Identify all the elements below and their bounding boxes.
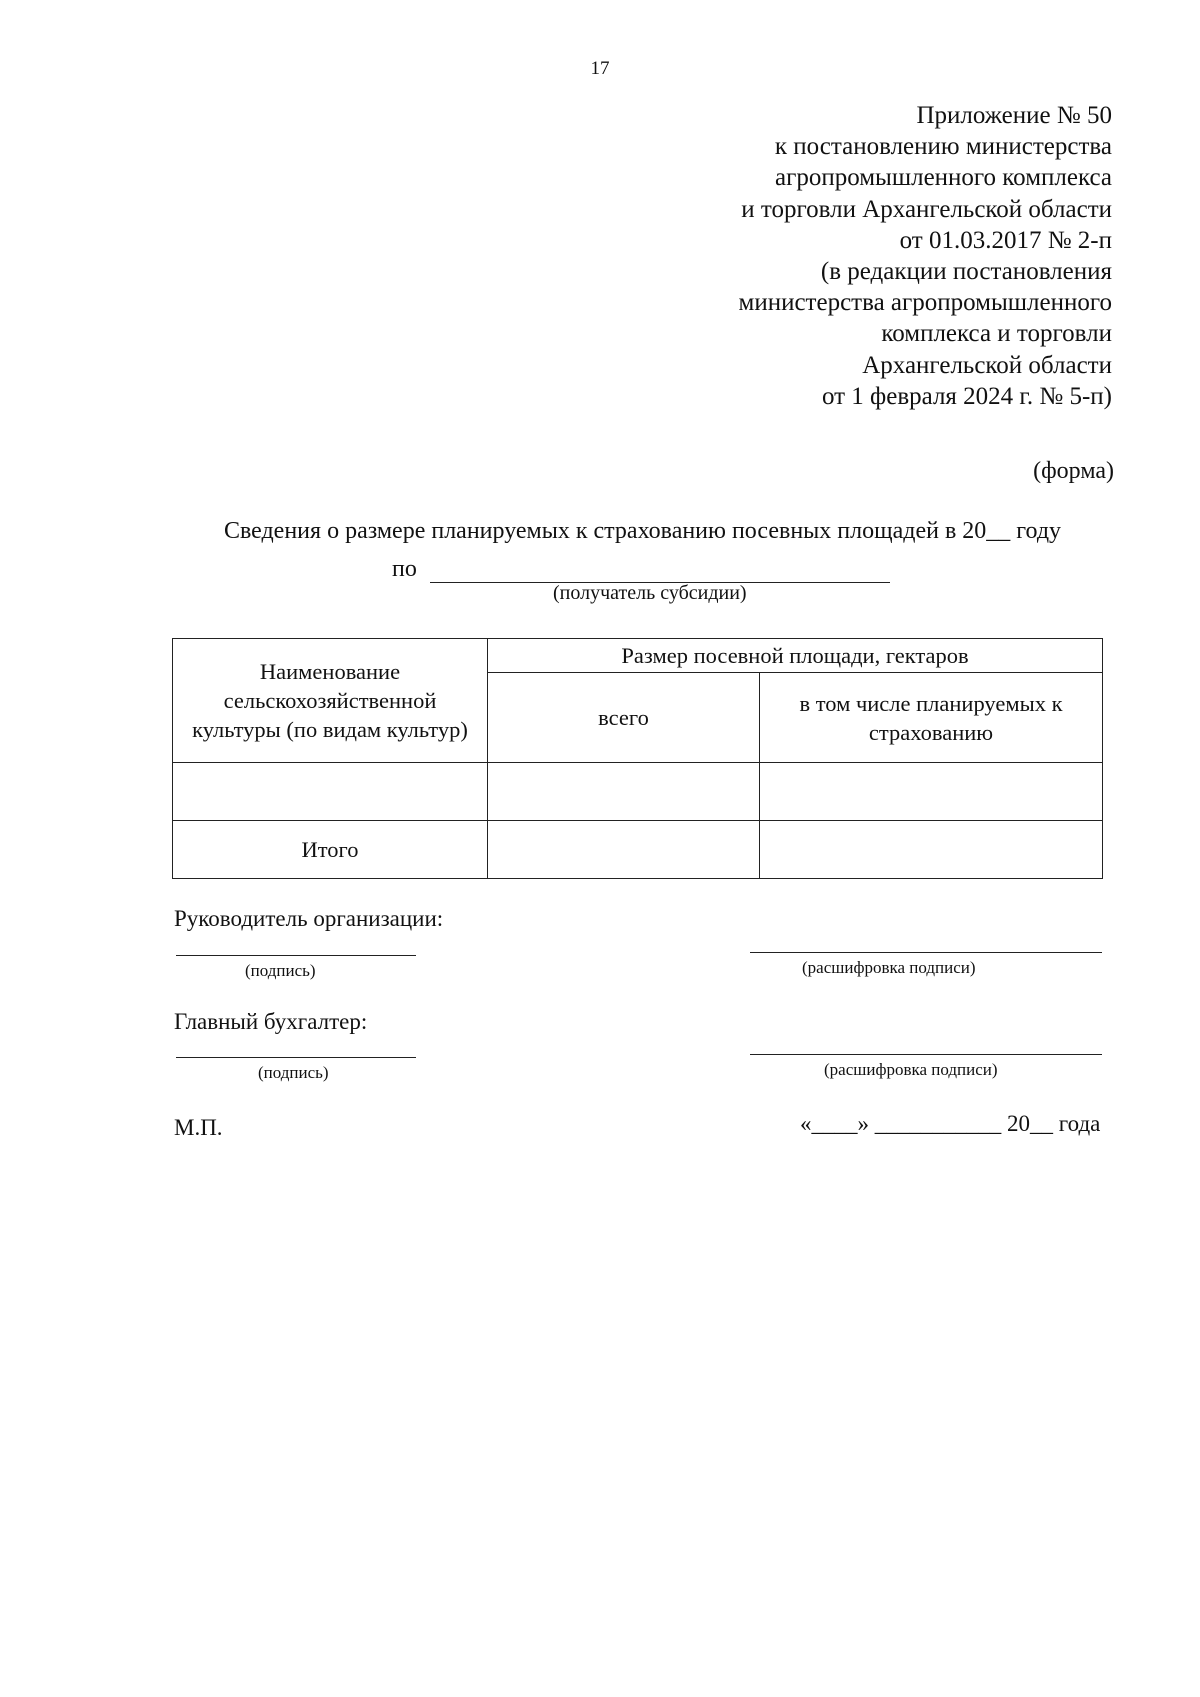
table-cell (760, 763, 1103, 821)
appendix-line: агропромышленного комплекса (774, 164, 1112, 192)
table-cell (760, 821, 1103, 879)
date-line: «____» ___________ 20__ года (800, 1111, 1101, 1136)
appendix-line: от 1 февраля 2024 г. № 5-п) (821, 382, 1112, 410)
appendix-line: (в редакции постановления (820, 258, 1112, 286)
table-cell (488, 821, 760, 879)
head-signature-caption: (подпись) (245, 961, 316, 980)
document-title: Сведения о размере планируемых к страхованию посевных площадей в 20__ году (223, 518, 1062, 544)
total-label: Итого (173, 821, 488, 879)
appendix-block (739, 100, 1113, 412)
accountant-signature-line (176, 1057, 416, 1058)
stamp-place: М.П. (174, 1115, 223, 1140)
accountant-signature-title: Главный бухгалтер: (174, 1009, 368, 1034)
header-total: всего (488, 673, 760, 763)
sown-area-table (172, 638, 1103, 879)
table-row-total (173, 821, 1103, 879)
recipient-prefix: по (392, 556, 417, 582)
accountant-decode-caption: (расшифровка подписи) (824, 1060, 998, 1079)
table-row (173, 763, 1103, 821)
header-insured: в том числе планируемых к страхованию (760, 673, 1103, 763)
appendix-line: министерства агропромышленного (738, 289, 1112, 317)
head-decode-line (750, 952, 1102, 953)
page-number: 17 (590, 58, 610, 79)
appendix-line: и торговли Архангельской области (741, 195, 1112, 223)
appendix-line: Архангельской области (862, 351, 1112, 379)
table-cell (488, 763, 760, 821)
form-label: (форма) (1033, 458, 1114, 484)
appendix-line: комплекса и торговли (881, 320, 1112, 348)
appendix-line: Приложение № 50 (916, 102, 1112, 129)
appendix-line: от 01.03.2017 № 2-п (899, 226, 1112, 254)
head-decode-caption: (расшифровка подписи) (802, 958, 976, 977)
head-signature-title: Руководитель организации: (174, 906, 444, 931)
recipient-caption: (получатель субсидии) (553, 582, 747, 604)
accountant-decode-line (750, 1054, 1102, 1055)
accountant-signature-caption: (подпись) (258, 1063, 329, 1082)
header-crop-name: Наименование сельскохозяйственной культуры (по видам культур) (173, 639, 488, 763)
head-signature-line (176, 955, 416, 956)
table-cell (173, 763, 488, 821)
appendix-line: к постановлению министерства (774, 133, 1112, 161)
header-area-group: Размер посевной площади, гектаров (488, 639, 1103, 673)
